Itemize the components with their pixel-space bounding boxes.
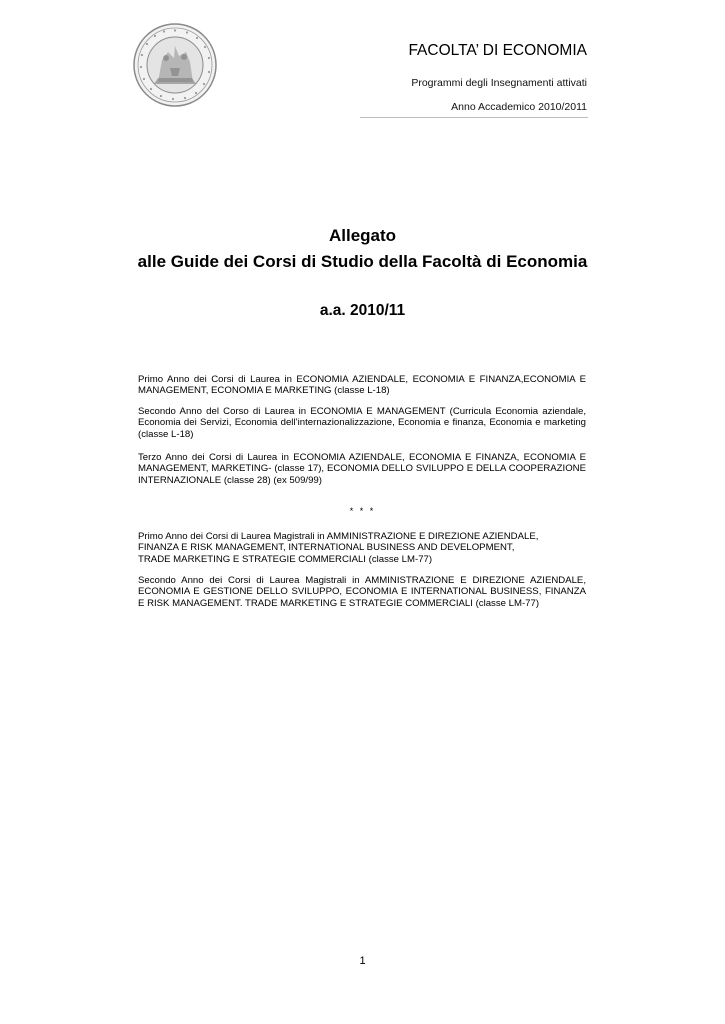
paragraph-primo-anno-magistrali — [138, 531, 586, 565]
title-allegato: Allegato — [328, 226, 397, 245]
paragraph-secondo-anno-magistrali: Secondo Anno dei Corsi di Laurea Magistrali in AMMINISTRAZIONE E DIREZIONE AZIENDALE, ECONOMIA E GESTIONE DELLO SVILUPPO, ECONOMIA E INTERNATIONAL BUSINESS, FINANZA E RISK MANAGEMENT. TRADE MARKETING E STRATEGIE COMMERCIALI (classe LM-77) — [138, 575, 586, 609]
title-guide: alle Guide dei Corsi di Studio della Facoltà di Economia — [137, 252, 588, 271]
magistrali-line: FINANZA E RISK MANAGEMENT, INTERNATIONAL BUSINESS AND DEVELOPMENT, — [138, 542, 515, 554]
programmi-subheader: Programmi degli Insegnamenti attivati — [411, 77, 587, 89]
section-separator: * * * — [349, 506, 376, 516]
header-rule — [360, 117, 588, 118]
university-seal-icon — [132, 22, 218, 108]
paragraph-primo-anno: Primo Anno dei Corsi di Laurea in ECONOMIA AZIENDALE, ECONOMIA E FINANZA,ECONOMIA E MANAGEMENT, ECONOMIA E MARKETING (classe L-18) — [138, 374, 586, 397]
title-year: a.a. 2010/11 — [319, 302, 406, 319]
paragraph-terzo-anno: Terzo Anno dei Corsi di Laurea in ECONOMIA AZIENDALE, ECONOMIA E FINANZA, ECONOMIA E MANAGEMENT, MARKETING- (classe 17), ECONOMIA DELLO SVILUPPO E DELLA COOPERAZIONE INTERNAZIONALE (classe 28) (ex 509/99) — [138, 452, 586, 486]
magistrali-line: TRADE MARKETING E STRATEGIE COMMERCIALI (classe LM-77) — [138, 553, 433, 565]
paragraph-secondo-anno: Secondo Anno del Corso di Laurea in ECONOMIA E MANAGEMENT (Curricula Economia aziendale, Economia dei Servizi, Economia dell’internazionalizzazione, Economia e finanza, Economia e marketing (classe L-18) — [138, 406, 586, 440]
page-number: 1 — [359, 955, 366, 967]
academic-year-subheader: Anno Accademico 2010/2011 — [451, 101, 587, 113]
magistrali-line: Primo Anno dei Corsi di Laurea Magistrali in AMMINISTRAZIONE E DIREZIONE AZIENDALE, — [138, 531, 539, 542]
faculty-header: FACOLTA’ DI ECONOMIA — [408, 42, 587, 59]
